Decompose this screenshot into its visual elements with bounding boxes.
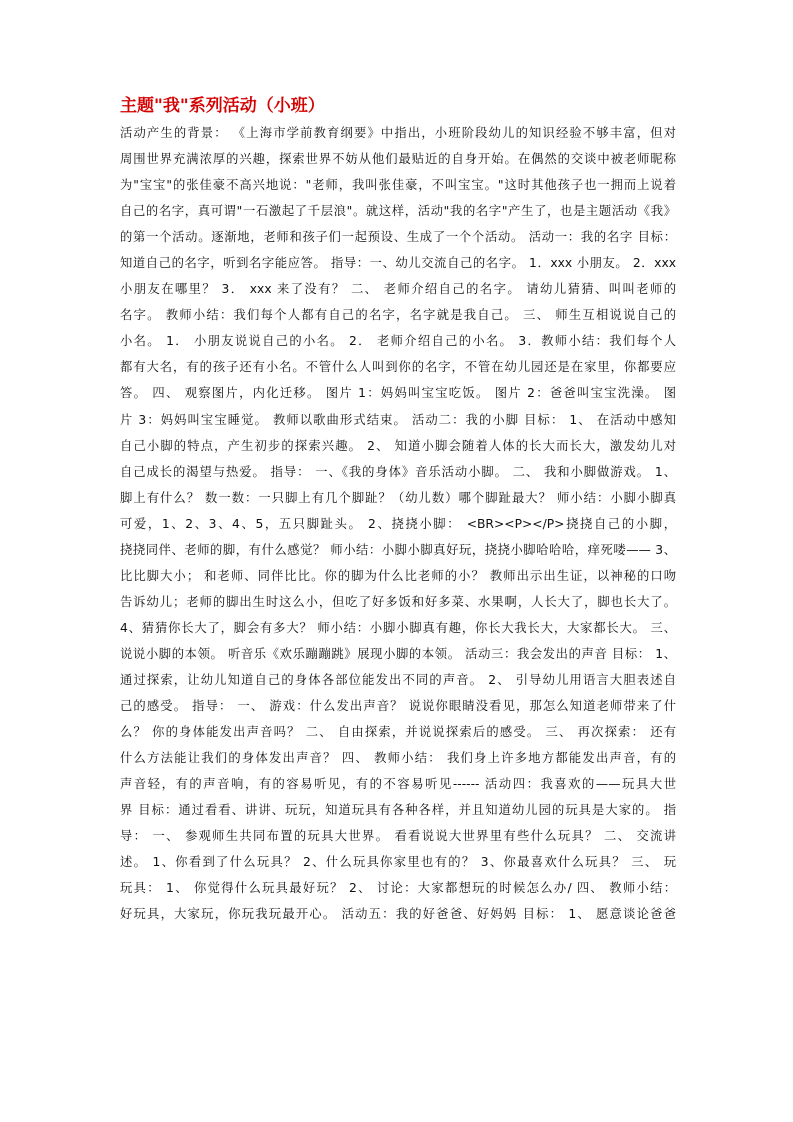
body-line: 导： 一、 参观师生共同布置的玩具大世界。 看看说说大世界里有些什么玩具？ 二、 交流讲 [120,829,676,844]
document-body [120,120,676,927]
body-line: 自己小脚的特点，产生初步的探索兴趣。 2、 知道小脚会随着人体的长大而长大，激发幼儿对 [120,438,676,453]
body-line: 为"宝宝"的张佳豪不高兴地说："老师，我叫张佳豪，不叫宝宝。"这时其他孩子也一拥而上说着 [120,178,676,193]
body-line: 小名。 1． 小朋友说说自己的小名。 2． 老师介绍自己的小名。 3．教师小结：我们每个人 [120,334,676,349]
body-line: 4、猜猜你长大了，脚会有多大？ 师小结：小脚小脚真有趣，你长大我长大，大家都长大。 三、 [120,620,676,635]
body-line: 名字。 教师小结：我们每个人都有自己的名字，名字就是我自己。 三、 师生互相说说自己的 [120,308,676,323]
body-line: 可爱，1、2、3、4、5，五只脚趾头。 2、挠挠小脚： <BR><P></P>挠挠自己的小脚， [120,516,676,531]
document-title: 主题"我"系列活动（小班） [120,96,325,116]
body-line: 玩具： 1、 你觉得什么玩具最好玩？ 2、 讨论：大家都想玩的时候怎么办/ 四、 教师小结： [120,881,676,896]
body-line: 自己成长的渴望与热爱。 指导： 一、《我的身体》音乐活动小脚。 二、 我和小脚做游戏。 1、 [120,464,676,479]
body-line: 告诉幼儿；老师的脚出生时这么小，但吃了好多饭和好多菜、水果啊，人长大了，脚也长大了。 [120,594,676,609]
body-line: 都有大名，有的孩子还有小名。不管什么人叫到你的名字，不管在幼儿园还是在家里，你都要应 [120,360,676,375]
body-line: 活动产生的背景： 《上海市学前教育纲要》中指出，小班阶段幼儿的知识经验不够丰富，但对 [120,126,676,140]
body-line: 声音轻，有的声音响，有的容易听见，有的不容易听见------ 活动四：我喜欢的——玩具大世 [120,777,676,792]
body-line: 周围世界充满浓厚的兴趣，探索世界不妨从他们最贴近的自身开始。在偶然的交谈中被老师昵称 [120,152,676,167]
body-line: 的第一个活动。逐渐地，老师和孩子们一起预设、生成了一个个活动。 活动一：我的名字 目标： [120,230,676,245]
body-line: 么？ 你的身体能发出声音吗？ 二、 自由探索，并说说探索后的感受。 三、 再次探索： 还有 [120,725,676,740]
body-line: 通过探索，让幼儿知道自己的身体各部位能发出不同的声音。 2、 引导幼儿用语言大胆表述自 [120,672,676,687]
body-line: 比比脚大小； 和老师、同伴比比。你的脚为什么比老师的小？ 教师出示出生证，以神秘的口吻 [120,568,676,583]
body-line: 述。 1、你看到了什么玩具？ 2、什么玩具你家里也有的？ 3、你最喜欢什么玩具？ 三、 玩 [120,855,676,870]
body-line: 己的感受。 指导： 一、 游戏：什么发出声音？ 说说你眼睛没看见，那怎么知道老师带来了什 [120,699,676,714]
body-line: 挠挠同伴、老师的脚，有什么感觉？ 师小结：小脚小脚真好玩，挠挠小脚哈哈哈，痒死喽—— 3、 [120,542,676,557]
body-line: 好玩具，大家玩，你玩我玩最开心。 活动五：我的好爸爸、好妈妈 目标： 1、 愿意谈论爸爸 [120,907,676,922]
body-line: 片 3：妈妈叫宝宝睡觉。 教师以歌曲形式结束。 活动二：我的小脚 目标： 1、 在活动中感知 [120,412,676,427]
body-line: 什么方法能让我们的身体发出声音？ 四、 教师小结： 我们身上许多地方都能发出声音，有的 [120,751,676,766]
body-line: 自己的名字，真可谓"一石激起了千层浪"。就这样，活动"我的名字"产生了，也是主题活动《我》 [120,204,676,219]
body-line: 答。 四、 观察图片，内化迁移。 图片 1：妈妈叫宝宝吃饭。 图片 2：爸爸叫宝宝洗澡。 图 [120,386,676,401]
body-line: 小朋友在哪里？ 3． xxx 来了没有？ 二、 老师介绍自己的名字。 请幼儿猜猜、叫叫老师的 [120,282,676,297]
body-line: 界 目标：通过看看、讲讲、玩玩，知道玩具有各种各样，并且知道幼儿园的玩具是大家的。 指 [120,803,676,818]
body-line: 说说小脚的本领。 听音乐《欢乐蹦蹦跳》展现小脚的本领。 活动三：我会发出的声音 目标： 1、 [120,646,676,661]
body-line: 脚上有什么？ 数一数：一只脚上有几个脚趾？（幼儿数）哪个脚趾最大？ 师小结：小脚小脚真 [120,490,676,505]
body-line: 知道自己的名字，听到名字能应答。 指导：一、幼儿交流自己的名字。 1．xxx 小朋友。 2．xxx [120,256,676,271]
